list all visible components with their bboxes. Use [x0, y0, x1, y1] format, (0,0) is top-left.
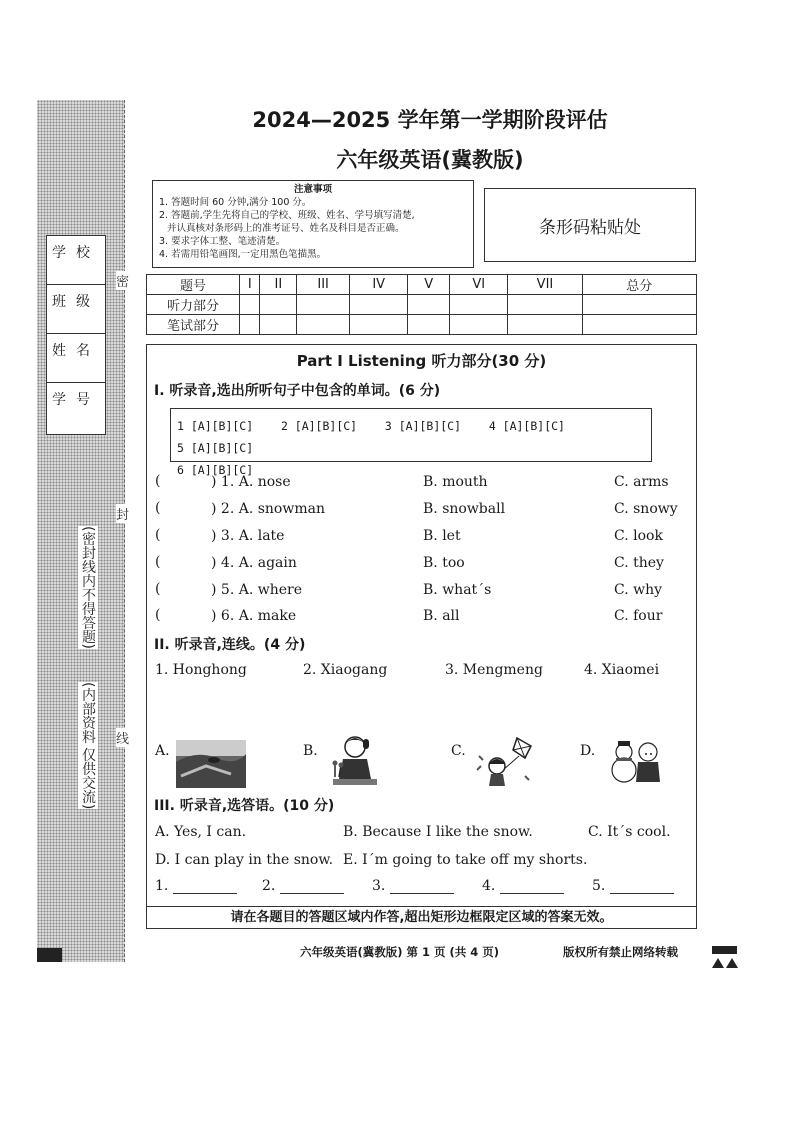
section2-title: II. 听录音,连线。(4 分) — [154, 637, 306, 653]
copyright-notice: 版权所有禁止网络转载 — [563, 945, 678, 959]
notice-item: 4. 若需用铅笔画图,一定用黑色笔描黑。 — [159, 249, 327, 260]
triangle-mark-icon — [726, 958, 738, 968]
part1-heading: Part I Listening 听力部分(30 分) — [296, 352, 547, 370]
table-header-cell: I — [240, 275, 260, 295]
girl-planting-picture[interactable] — [325, 733, 381, 787]
answer-bubble-1[interactable]: 1 [A][B][C] — [177, 419, 254, 433]
pic-label-c: C. — [451, 743, 466, 759]
section1-title: I. 听录音,选出所听句子中包含的单词。(6 分) — [154, 383, 441, 399]
kite-flying-picture[interactable] — [475, 736, 535, 792]
question-option-c: C. look — [614, 528, 663, 544]
no-answer-note: (密封线内不得答题) — [80, 526, 96, 649]
answer-paren[interactable]: ( — [155, 581, 161, 597]
question-option-b: B. all — [423, 608, 460, 624]
answer-area-warning: 请在各题目的答题区域内作答,超出矩形边框限定区域的答案无效。 — [146, 906, 697, 929]
answer-bubble-grid — [170, 408, 652, 477]
notice-box — [152, 180, 474, 268]
table-header-cell: III — [297, 275, 350, 295]
question-option-a: ) 6. A. make — [211, 608, 297, 624]
table-header-cell: VII — [508, 275, 582, 295]
match-name-2[interactable]: 2. Xiaogang — [303, 662, 388, 678]
answer-paren[interactable]: ( — [155, 473, 161, 489]
notice-item: 并认真核对条形码上的准考证号、姓名及科目是否正确。 — [167, 223, 405, 234]
answer-blank-1[interactable]: 1. — [155, 878, 237, 894]
match-name-3[interactable]: 3. Mengmeng — [445, 662, 543, 678]
seal-line — [124, 100, 125, 962]
answer-bubble-6[interactable]: 6 [A][B][C] — [177, 463, 254, 477]
internal-use-note: (内部资料 仅供交流) — [80, 682, 96, 810]
answer-option-d: D. I can play in the snow. — [155, 852, 334, 868]
row-label: 听力部分 — [147, 295, 240, 315]
match-name-4[interactable]: 4. Xiaomei — [584, 662, 660, 678]
answer-blank-4[interactable]: 4. — [482, 878, 564, 894]
answer-bubble-3[interactable]: 3 [A][B][C] — [384, 419, 462, 433]
table-header-cell: II — [260, 275, 297, 295]
question-option-b: B. too — [423, 555, 465, 571]
page-footer: 六年级英语(冀教版) 第 1 页 (共 4 页) — [300, 945, 500, 959]
table-header-cell: VI — [450, 275, 508, 295]
question-option-a: ) 1. A. nose — [211, 474, 291, 490]
table-header-cell: 总分 — [582, 275, 696, 295]
triangle-mark-icon — [712, 958, 724, 968]
table-header-cell: IV — [350, 275, 408, 295]
section3-title: III. 听录音,选答语。(10 分) — [154, 798, 335, 814]
seal-char-mi: 密 — [116, 271, 129, 290]
question-option-b: B. mouth — [423, 474, 488, 490]
question-option-c: C. arms — [614, 474, 669, 490]
answer-bubble-2[interactable]: 2 [A][B][C] — [280, 419, 358, 433]
question-option-b: B. let — [423, 528, 461, 544]
snowman-picture[interactable] — [606, 738, 666, 786]
pic-label-a: A. — [155, 743, 170, 759]
notice-title: 注意事项 — [293, 184, 332, 195]
answer-paren[interactable]: ( — [155, 554, 161, 570]
pic-label-b: B. — [303, 743, 318, 759]
table-row — [147, 315, 697, 335]
question-option-c: C. they — [614, 555, 664, 571]
question-option-b: B. what´s — [423, 582, 492, 598]
score-table — [146, 274, 697, 335]
answer-paren[interactable]: ( — [155, 500, 161, 516]
pic-label-d: D. — [580, 743, 596, 759]
question-option-a: ) 4. A. again — [211, 555, 297, 571]
question-option-a: ) 2. A. snowman — [211, 501, 325, 517]
match-name-1[interactable]: 1. Honghong — [155, 662, 247, 678]
answer-option-a: A. Yes, I can. — [155, 824, 247, 840]
landscape-picture[interactable] — [176, 740, 246, 788]
question-option-b: B. snowball — [423, 501, 506, 517]
exam-subtitle: 六年级英语(冀教版) — [336, 148, 524, 172]
alignment-mark — [37, 948, 62, 962]
student-info-box — [46, 235, 106, 435]
notice-item: 2. 答题前,学生先将自己的学校、班级、姓名、学号填写清楚, — [159, 210, 415, 221]
answer-option-e: E. I´m going to take off my shorts. — [343, 852, 588, 868]
answer-option-b: B. Because I like the snow. — [343, 824, 533, 840]
notice-item: 3. 要求字体工整、笔迹清楚。 — [159, 236, 286, 247]
row-label: 笔试部分 — [147, 315, 240, 335]
table-header-cell: V — [408, 275, 450, 295]
seal-char-xian: 线 — [116, 728, 129, 747]
answer-bubble-4[interactable]: 4 [A][B][C] — [488, 419, 565, 433]
question-option-a: ) 3. A. late — [211, 528, 285, 544]
name-field[interactable]: 姓名 — [47, 334, 105, 383]
seal-char-feng: 封 — [116, 504, 129, 523]
question-option-c: C. four — [614, 608, 663, 624]
question-option-c: C. why — [614, 582, 663, 598]
table-header-cell: 题号 — [147, 275, 240, 295]
exam-title: 2024—2025 学年第一学期阶段评估 — [252, 108, 608, 132]
alignment-mark — [712, 946, 737, 954]
answer-option-c: C. It´s cool. — [588, 824, 671, 840]
answer-bubble-5[interactable]: 5 [A][B][C] — [177, 441, 254, 455]
answer-blank-5[interactable]: 5. — [592, 878, 674, 894]
notice-item: 1. 答题时间 60 分钟,满分 100 分。 — [159, 197, 312, 208]
question-option-c: C. snowy — [614, 501, 678, 517]
student-number-field[interactable]: 学号 — [52, 392, 100, 408]
score-table-header — [147, 275, 697, 295]
answer-paren[interactable]: ( — [155, 527, 161, 543]
answer-blank-3[interactable]: 3. — [372, 878, 454, 894]
answer-blank-2[interactable]: 2. — [262, 878, 344, 894]
school-field[interactable]: 学校 — [47, 236, 105, 285]
answer-paren[interactable]: ( — [155, 607, 161, 623]
barcode-area: 条形码粘贴处 — [484, 188, 696, 262]
question-option-a: ) 5. A. where — [211, 582, 302, 598]
table-row — [147, 295, 697, 315]
class-field[interactable]: 班级 — [47, 285, 105, 334]
